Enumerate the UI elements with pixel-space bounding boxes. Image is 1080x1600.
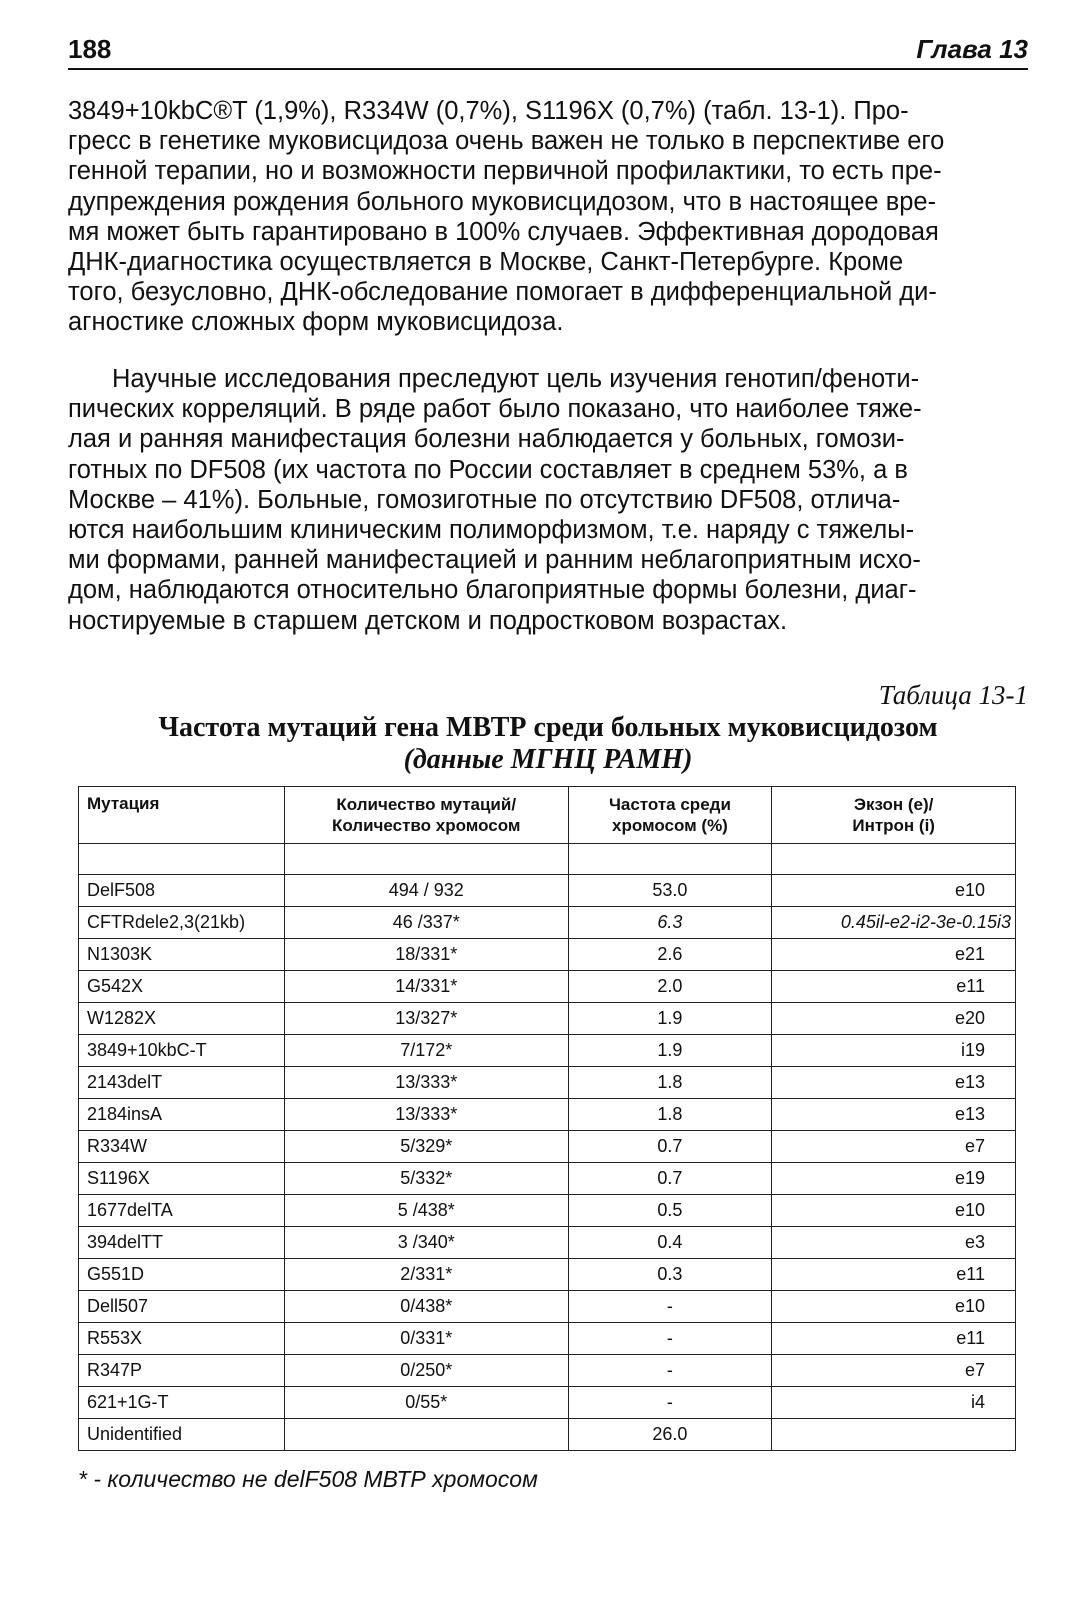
cell-count: 494 / 932 [284,875,568,907]
table-row [79,1419,1016,1451]
table-row [79,1259,1016,1291]
cell-frequency: 1.8 [568,1067,772,1099]
text-line: дом, наблюдаются относительно благоприятные формы болезни, диаг- [68,576,917,605]
table-title [68,712,1028,776]
cell-count: 46 /337* [284,907,568,939]
cell-frequency: 2.0 [568,971,772,1003]
cell-exon-intron [772,1419,1016,1451]
table-row [79,1291,1016,1323]
cell-mutation: R334W [79,1131,285,1163]
table-row [79,1195,1016,1227]
cell-frequency: 26.0 [568,1419,772,1451]
header-text: хромосом (%) [611,816,728,835]
cell-mutation: 2143delT [79,1067,285,1099]
cell-frequency: - [568,1387,772,1419]
cell-exon-intron: e11 [772,1259,1016,1291]
table-row [79,875,1016,907]
table-label: Таблица 13-1 [878,680,1028,710]
table-row [79,971,1016,1003]
cell-exon-intron: e10 [772,1291,1016,1323]
running-head [68,28,1028,70]
cell-mutation: Unidentified [79,1419,285,1451]
cell-frequency: 0.4 [568,1227,772,1259]
cell-mutation: S1196X [79,1163,285,1195]
paragraph-1 [68,96,1028,338]
header-mutation [79,787,285,844]
text-line: лая и ранняя манифестация болезни наблюдается у больных, гомози- [68,425,905,454]
cell-count: 13/327* [284,1003,568,1035]
header-text: Частота среди [608,795,731,814]
table-spacer-row [79,844,1016,875]
cell-mutation: R553X [79,1323,285,1355]
cell-count: 5/332* [284,1163,568,1195]
cell-count: 3 /340* [284,1227,568,1259]
table-body [79,844,1016,1451]
cell-frequency: 0.7 [568,1163,772,1195]
cell-frequency: 6.3 [568,907,772,939]
cell-count: 5/329* [284,1131,568,1163]
cell-frequency: 0.5 [568,1195,772,1227]
text-line: ются наибольшим клиническим полиморфизмом, т.е. наряду с тяжелы- [68,516,915,545]
cell-mutation: 394delTT [79,1227,285,1259]
cell-mutation: DelF508 [79,875,285,907]
table-subtitle: (данные МГНЦ РАМН) [403,744,693,775]
cell-count: 14/331* [284,971,568,1003]
cell-exon-intron: e13 [772,1099,1016,1131]
cell-exon-intron: e13 [772,1067,1016,1099]
cell-frequency: - [568,1355,772,1387]
cell-frequency: 1.8 [568,1099,772,1131]
header-text: Интрон (i) [852,816,935,835]
cell-exon-intron: i4 [772,1387,1016,1419]
cell-exon-intron: e10 [772,875,1016,907]
cell-mutation: G542X [79,971,285,1003]
text-line: Москве – 41%). Больные, гомозиготные по отсутствию DF508, отлича- [68,485,901,514]
cell-count: 0/331* [284,1323,568,1355]
text-line: ми формами, ранней манифестацией и ранним неблагоприятным исхо- [68,546,921,575]
cell-frequency: 1.9 [568,1003,772,1035]
cell-mutation: 1677delTA [79,1195,285,1227]
table-footnote: * - количество не delF508 МВТР хромосом [78,1466,538,1492]
text-line: 3849+10kbC®T (1,9%), R334W (0,7%), S1196X (0,7%) (табл. 13-1). Про- [68,97,909,125]
page-number: 188 [68,34,112,64]
text-line: ДНК-диагностика осуществляется в Москве, Санкт-Петербурге. Кроме [68,248,904,277]
cell-mutation: 3849+10kbC-T [79,1035,285,1067]
cell-exon-intron: e7 [772,1355,1016,1387]
mutation-frequency-table [78,786,1016,1451]
cell-exon-intron: e11 [772,1323,1016,1355]
table-header-row [79,787,1016,844]
cell-count: 5 /438* [284,1195,568,1227]
table-row [79,1131,1016,1163]
text-line: того, безусловно, ДНК-обследование помогает в дифференциальной ди- [68,278,937,307]
cell-count: 2/331* [284,1259,568,1291]
header-text: Мутация [87,794,160,813]
text-line: генной терапии, но и возможности первичной профилактики, то есть пре- [68,157,942,186]
text-line: агностике сложных форм муковисцидоза. [68,308,564,337]
cell-count: 13/333* [284,1099,568,1131]
text-line: дупреждения рождения больного муковисцидозом, что в настоящее вре- [68,187,937,216]
table-row [79,907,1016,939]
chapter-title: Глава 13 [916,34,1028,64]
cell-count: 13/333* [284,1067,568,1099]
table-row [79,1227,1016,1259]
cell-exon-intron: e20 [772,1003,1016,1035]
cell-exon-intron: e10 [772,1195,1016,1227]
cell-mutation: 621+1G-T [79,1387,285,1419]
header-count [284,787,568,844]
cell-mutation: R347P [79,1355,285,1387]
cell-mutation: 2184insA [79,1099,285,1131]
table-row [79,1099,1016,1131]
text-line: пических корреляций. В ряде работ было показано, что наиболее тяже- [68,395,922,424]
cell-mutation: G551D [79,1259,285,1291]
cell-count: 0/438* [284,1291,568,1323]
cell-count: 0/55* [284,1387,568,1419]
table-row [79,939,1016,971]
cell-count: 7/172* [284,1035,568,1067]
header-text: Количество хромосом [331,816,521,835]
header-text: Количество мутаций/ [336,795,517,814]
cell-count: 0/250* [284,1355,568,1387]
cell-frequency: 2.6 [568,939,772,971]
table-row [79,1355,1016,1387]
cell-exon-intron: i19 [772,1035,1016,1067]
cell-exon-intron: e21 [772,939,1016,971]
cell-frequency: 1.9 [568,1035,772,1067]
table-row [79,1003,1016,1035]
text-line: Научные исследования преследуют цель изучения генотип/феноти- [112,365,920,393]
paragraph-2 [68,364,1028,636]
table-row [79,1163,1016,1195]
cell-frequency: - [568,1323,772,1355]
text-line: ностируемые в старшем детском и подростковом возрастах. [68,606,788,635]
table-row [79,1067,1016,1099]
cell-mutation: Dell507 [79,1291,285,1323]
text-line: готных по DF508 (их частота по России составляет в среднем 53%, а в [68,455,908,484]
cell-exon-intron: e11 [772,971,1016,1003]
table-row [79,1323,1016,1355]
cell-frequency: 0.7 [568,1131,772,1163]
cell-frequency: 0.3 [568,1259,772,1291]
header-text: Экзон (e)/ [853,795,934,814]
cell-mutation: CFTRdele2,3(21kb) [79,907,285,939]
cell-exon-intron: e3 [772,1227,1016,1259]
text-line: гресс в генетике муковисцидоза очень важен не только в перспективе его [68,127,945,156]
cell-exon-intron: 0.45il-e2-i2-3e-0.15i3 [772,907,1016,939]
table-title-main: Частота мутаций гена МВТР среди больных муковисцидозом [158,712,938,743]
cell-count: 18/331* [284,939,568,971]
cell-exon-intron: e19 [772,1163,1016,1195]
cell-mutation: W1282X [79,1003,285,1035]
cell-mutation: N1303K [79,939,285,971]
text-line: мя может быть гарантировано в 100% случаев. Эффективная дородовая [68,217,939,246]
table-row [79,1035,1016,1067]
header-exon-intron [772,787,1016,844]
cell-frequency: 53.0 [568,875,772,907]
cell-frequency: - [568,1291,772,1323]
table-row [79,1387,1016,1419]
cell-count [284,1419,568,1451]
header-frequency [568,787,772,844]
cell-exon-intron: e7 [772,1131,1016,1163]
